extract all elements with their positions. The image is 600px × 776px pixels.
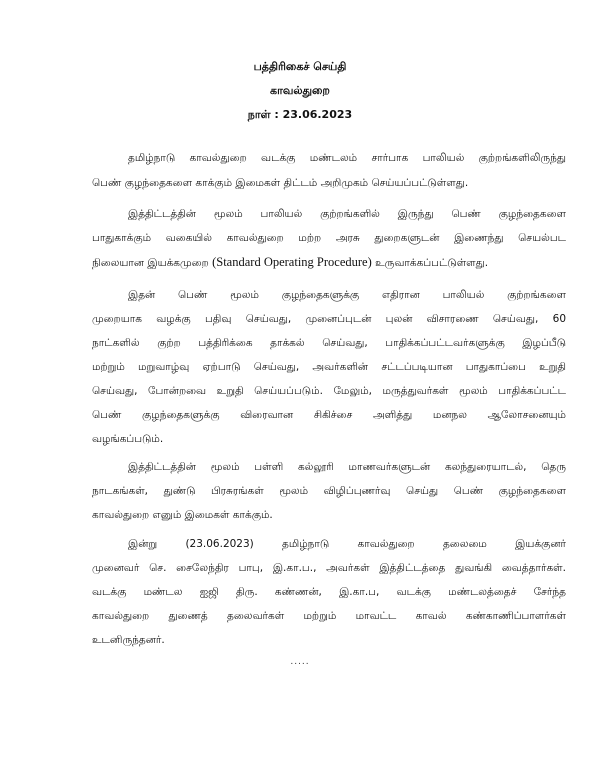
paragraph-4-line-1: இத்திட்டத்தின் மூலம் பள்ளி கல்லூரி மாணவர்களுடன் கலந்துரையாடல், தெரு — [128, 461, 566, 473]
paragraph-5-line-5: உடனிருந்தனர். — [92, 634, 165, 646]
paragraph-3-line-2: முறையாக வழக்கு பதிவு செய்வது, முனைப்புடன் புலன் விசாரணை செய்வது, 60 — [92, 313, 566, 325]
paragraph-3-line-3: நாட்களில் குற்ற பத்திரிக்கை தாக்கல் செய்வது, பாதிக்கப்பட்டவர்களுக்கு இழப்பீடு — [92, 337, 566, 349]
paragraph-2-line-2: பாதுகாக்கும் வகையில் காவல்துறை மற்ற அரசு துறைகளுடன் இணைந்து செயல்பட — [92, 232, 566, 244]
sop-created-text: உருவாக்கப்பட்டுள்ளது. — [375, 257, 489, 269]
paragraph-4-line-2: நாடகங்கள், துண்டு பிரசுரங்கள் மூலம் விழிப்புணர்வு செய்து பெண் குழந்தைகளை — [92, 485, 566, 497]
paragraph-5-line-1: இன்று (23.06.2023) தமிழ்நாடு காவல்துறை தலைமை இயக்குனர் — [128, 538, 566, 550]
paragraph-2-line-3 — [92, 255, 566, 270]
paragraph-3-line-7: வழங்கப்படும். — [92, 433, 164, 445]
sop-tamil-term: நிலையான இயக்கமுறை — [92, 257, 209, 269]
end-of-document-mark: ..... — [290, 657, 310, 667]
paragraph-4-line-3: காவல்துறை எனும் இமைகள் காக்கும். — [92, 509, 273, 521]
document-date: நாள் : 23.06.2023 — [247, 108, 353, 121]
department-name: காவல்துறை — [270, 84, 330, 97]
paragraph-5-line-3: வடக்கு மண்டல ஐஜி திரு. கண்ணன், இ.கா.ப, வடக்கு மண்டலத்தைச் சேர்ந்த — [92, 586, 566, 598]
paragraph-5-line-2: முனைவர் செ. சைலேந்திர பாபு, இ.கா.ப., அவர்கள் இத்திட்டத்தை துவங்கி வைத்தார்கள். — [92, 562, 566, 574]
paragraph-3-line-1: இதன் பெண் மூலம் குழந்தைகளுக்கு எதிரான பாலியல் குற்றங்களை — [128, 289, 566, 301]
paragraph-2-line-1: இத்திட்டத்தின் மூலம் பாலியல் குற்றங்களில் இருந்து பெண் குழந்தைகளை — [128, 208, 566, 220]
document-title: பத்திரிகைச் செய்தி — [253, 60, 347, 73]
paragraph-3-line-6: பெண் குழந்தைகளுக்கு விரைவான சிகிச்சை அளித்து மனநல ஆலோசனையும் — [92, 409, 566, 421]
paragraph-1-line-1: தமிழ்நாடு காவல்துறை வடக்கு மண்டலம் சார்பாக பாலியல் குற்றங்களிலிருந்து — [128, 152, 566, 164]
paragraph-1-line-2: பெண் குழந்தைகளை காக்கும் இமைகள் திட்டம் அறிமுகம் செய்யப்பட்டுள்ளது. — [92, 177, 469, 189]
paragraph-5-line-4: காவல்துறை துணைத் தலைவர்கள் மற்றும் மாவட்ட காவல் கண்காணிப்பாளர்கள் — [92, 610, 566, 622]
paragraph-3-line-4: மற்றும் மறுவாழ்வு ஏற்பாடு செய்வது, அவர்களின் சட்டப்படியான பாதுகாப்பை உறுதி — [92, 361, 566, 373]
paragraph-3-line-5: செய்வது, போன்றவை உறுதி செய்யப்படும். மேலும், மருத்துவர்கள் மூலம் பாதிக்கப்பட்ட — [92, 385, 566, 397]
sop-english-term: (Standard Operating Procedure) — [212, 255, 372, 269]
